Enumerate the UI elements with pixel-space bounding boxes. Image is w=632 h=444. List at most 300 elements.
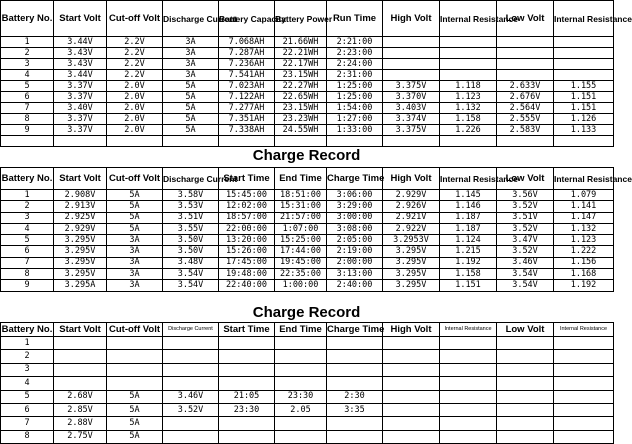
table-row — [1, 103, 614, 114]
table-cell — [163, 350, 219, 363]
charge-record-title-2: Charge Record — [252, 304, 361, 321]
table-row — [1, 377, 614, 390]
table-cell: 3:08:00 — [327, 223, 383, 234]
table-row — [1, 280, 614, 291]
table-row — [1, 390, 614, 403]
table-cell: 2.926V — [383, 201, 440, 212]
table-row — [1, 430, 614, 443]
table-cell: 3.52V — [497, 201, 554, 212]
table-cell: 22.65WH — [275, 92, 327, 103]
table-cell: 1:25:00 — [327, 92, 383, 103]
table-cell — [440, 59, 497, 70]
table-row — [1, 246, 614, 257]
table-cell: 3.54V — [163, 269, 219, 280]
table-cell: 2.922V — [383, 223, 440, 234]
table-cell: 3A — [107, 280, 163, 291]
table-cell — [440, 363, 497, 376]
table-cell — [163, 377, 219, 390]
table-cell — [440, 37, 497, 48]
table-cell: 1.146 — [440, 201, 497, 212]
table-cell: 7 — [1, 257, 54, 268]
table-cell: 13:20:00 — [219, 235, 275, 246]
table-cell: 1.147 — [554, 212, 614, 223]
table-cell: 23.23WH — [275, 114, 327, 125]
table-cell — [440, 350, 497, 363]
column-header: End Time — [275, 323, 327, 337]
table-cell — [219, 430, 275, 443]
table-cell: 3.37V — [54, 92, 107, 103]
table-cell: 3.55V — [163, 223, 219, 234]
table-cell — [440, 390, 497, 403]
table-cell — [54, 363, 107, 376]
table-cell — [440, 337, 497, 350]
table-cell: 2 — [1, 350, 54, 363]
table-cell: 21:57:00 — [275, 212, 327, 223]
table-cell — [497, 59, 554, 70]
column-header: Discharge Current — [163, 323, 219, 337]
charge-record-title-1: Charge Record — [252, 147, 361, 164]
table-cell — [497, 363, 554, 376]
table-cell — [107, 363, 163, 376]
table-cell — [497, 403, 554, 416]
table-cell — [275, 136, 327, 147]
table-cell — [440, 403, 497, 416]
table-row — [1, 37, 614, 48]
table-cell: 7.068AH — [219, 37, 275, 48]
table-cell: 2.913V — [54, 201, 107, 212]
table-cell: 19:45:00 — [275, 257, 327, 268]
table-cell — [327, 377, 383, 390]
table-cell: 2:00:00 — [327, 257, 383, 268]
table-cell — [219, 337, 275, 350]
table-cell: 7.338AH — [219, 125, 275, 136]
table-cell: 3:29:00 — [327, 201, 383, 212]
column-header: Battery No. — [1, 1, 54, 37]
table-cell: 3.48V — [163, 257, 219, 268]
table-cell — [497, 377, 554, 390]
table-cell — [383, 59, 440, 70]
table-cell — [383, 403, 440, 416]
table-cell: 2 — [1, 201, 54, 212]
column-header: Start Volt — [54, 323, 107, 337]
table-cell — [497, 390, 554, 403]
table-cell — [383, 48, 440, 59]
table-cell: 3A — [107, 269, 163, 280]
table-cell: 2.925V — [54, 212, 107, 223]
table-cell — [554, 48, 614, 59]
table-cell — [107, 136, 163, 147]
table-row — [1, 70, 614, 81]
table-cell: 5A — [163, 103, 219, 114]
table-cell: 2.583V — [497, 125, 554, 136]
table-cell: 2:19:00 — [327, 246, 383, 257]
column-header: Start Volt — [54, 168, 107, 190]
table-cell — [554, 377, 614, 390]
table-cell: 15:26:00 — [219, 246, 275, 257]
table-cell: 3:13:00 — [327, 269, 383, 280]
table-cell: 3.295A — [54, 280, 107, 291]
table-cell: 3.2953V — [383, 235, 440, 246]
table-row — [1, 403, 614, 416]
table-cell — [383, 377, 440, 390]
table-cell — [554, 70, 614, 81]
table-cell: 5A — [163, 81, 219, 92]
table-cell: 1.123 — [554, 235, 614, 246]
table-cell: 3A — [163, 37, 219, 48]
table-cell: 3.295V — [54, 269, 107, 280]
table-cell: 1.118 — [440, 81, 497, 92]
table-cell: 2.2V — [107, 59, 163, 70]
table-cell: 1.151 — [554, 103, 614, 114]
table-cell: 2:30 — [327, 390, 383, 403]
table-cell: 3.50V — [163, 246, 219, 257]
table-cell: 2:31:00 — [327, 70, 383, 81]
table-cell: 3.54V — [497, 269, 554, 280]
table-cell: 1.141 — [554, 201, 614, 212]
table-cell — [275, 417, 327, 430]
table-row — [1, 190, 614, 201]
table-row — [1, 417, 614, 430]
table-cell — [383, 136, 440, 147]
table-cell: 1.168 — [554, 269, 614, 280]
table-cell: 3.58V — [163, 190, 219, 201]
table-cell: 1:54:00 — [327, 103, 383, 114]
table-cell — [54, 337, 107, 350]
table-cell: 22:35:00 — [275, 269, 327, 280]
table-cell: 2.85V — [54, 403, 107, 416]
table-cell — [219, 363, 275, 376]
table-cell: 6 — [1, 246, 54, 257]
table-cell — [219, 136, 275, 147]
table-cell: 7.122AH — [219, 92, 275, 103]
table-cell: 1.156 — [554, 257, 614, 268]
table-cell: 8 — [1, 430, 54, 443]
table-cell — [107, 377, 163, 390]
table-cell — [497, 337, 554, 350]
table-cell: 22:00:00 — [219, 223, 275, 234]
table-cell: 1.123 — [440, 92, 497, 103]
table-cell — [440, 48, 497, 59]
table-cell: 22:40:00 — [219, 280, 275, 291]
table-cell — [383, 430, 440, 443]
table-cell: 5A — [107, 212, 163, 223]
table-cell: 3.53V — [163, 201, 219, 212]
table-cell: 22.21WH — [275, 48, 327, 59]
table-row — [1, 92, 614, 103]
table-cell: 3.52V — [163, 403, 219, 416]
table-cell — [107, 350, 163, 363]
table-row — [1, 337, 614, 350]
table-cell — [497, 37, 554, 48]
table-cell: 2.633V — [497, 81, 554, 92]
table-cell: 1.145 — [440, 190, 497, 201]
column-header: Cut-off Volt — [107, 1, 163, 37]
table-cell: 2.2V — [107, 70, 163, 81]
table-cell: 5 — [1, 390, 54, 403]
table-cell: 3.51V — [163, 212, 219, 223]
table-cell: 2.921V — [383, 212, 440, 223]
table-cell: 3.295V — [54, 257, 107, 268]
table-cell: 2.88V — [54, 417, 107, 430]
table-cell: 1:00:00 — [275, 280, 327, 291]
table-cell: 2.0V — [107, 125, 163, 136]
table-cell: 1.192 — [554, 280, 614, 291]
table-cell: 5A — [107, 201, 163, 212]
table-cell — [163, 337, 219, 350]
table-cell: 1.187 — [440, 212, 497, 223]
table-cell: 3:00:00 — [327, 212, 383, 223]
column-header: Low Volt — [497, 168, 554, 190]
column-header: Internal Resistance — [440, 1, 497, 37]
table-cell: 2.555V — [497, 114, 554, 125]
table-cell — [554, 337, 614, 350]
table-cell — [383, 70, 440, 81]
table-row — [1, 257, 614, 268]
table-cell — [163, 417, 219, 430]
table-row — [1, 350, 614, 363]
column-header: Low Volt — [497, 323, 554, 337]
table-cell: 5 — [1, 81, 54, 92]
table-cell: 2:40:00 — [327, 280, 383, 291]
table-cell: 3.43V — [54, 48, 107, 59]
table-cell: 2.75V — [54, 430, 107, 443]
table-cell — [554, 59, 614, 70]
table-cell — [497, 48, 554, 59]
table-cell: 2.68V — [54, 390, 107, 403]
table-cell: 3.295V — [54, 246, 107, 257]
table-cell: 3A — [107, 246, 163, 257]
table-cell: 2:23:00 — [327, 48, 383, 59]
table-cell: 7.277AH — [219, 103, 275, 114]
column-header: Internal Resistance — [440, 168, 497, 190]
table-cell: 3.37V — [54, 125, 107, 136]
table-cell: 7.287AH — [219, 48, 275, 59]
table-cell: 7.236AH — [219, 59, 275, 70]
table-cell: 3:06:00 — [327, 190, 383, 201]
table-cell: 3.56V — [497, 190, 554, 201]
table-cell: 1.079 — [554, 190, 614, 201]
table-cell — [54, 136, 107, 147]
table-cell — [383, 363, 440, 376]
column-header: Battery No. — [1, 323, 53, 335]
table-cell — [554, 390, 614, 403]
table-cell: 8 — [1, 114, 54, 125]
table-cell — [163, 136, 219, 147]
table-cell: 15:45:00 — [219, 190, 275, 201]
column-header: Cut-off Volt — [107, 323, 163, 337]
table-cell: 1.158 — [440, 114, 497, 125]
table-cell — [554, 403, 614, 416]
charge-record-table-1 — [0, 167, 632, 292]
table-cell — [275, 430, 327, 443]
column-header: High Volt — [383, 323, 440, 337]
table-cell: 2:24:00 — [327, 59, 383, 70]
table-cell — [383, 417, 440, 430]
column-header: Charge Time — [327, 323, 385, 335]
table-cell: 3A — [163, 48, 219, 59]
table-row — [1, 114, 614, 125]
column-header: Discharge Current — [163, 1, 219, 37]
table-cell: 2.676V — [497, 92, 554, 103]
table-cell — [497, 430, 554, 443]
table-cell — [327, 350, 383, 363]
table-cell: 7 — [1, 103, 54, 114]
table-row — [1, 59, 614, 70]
table-cell: 23:30 — [219, 403, 275, 416]
table-cell: 2:05:00 — [327, 235, 383, 246]
table-cell: 1 — [1, 37, 54, 48]
table-cell: 3.295V — [383, 280, 440, 291]
column-header: High Volt — [383, 1, 440, 37]
table-cell: 5A — [107, 417, 163, 430]
table-cell: 5 — [1, 235, 54, 246]
table-cell — [1, 136, 54, 147]
table-cell: 7 — [1, 417, 54, 430]
table-cell: 2.2V — [107, 37, 163, 48]
table-cell — [440, 430, 497, 443]
table-cell — [497, 350, 554, 363]
table-cell: 1 — [1, 337, 54, 350]
table-cell: 2.05 — [275, 403, 327, 416]
table-cell — [275, 363, 327, 376]
table-cell — [275, 337, 327, 350]
column-header: Internal Resistance — [440, 323, 497, 337]
table-cell: 1.158 — [440, 269, 497, 280]
table-cell — [440, 417, 497, 430]
table-cell — [275, 377, 327, 390]
table-cell: 1.132 — [440, 103, 497, 114]
table-cell: 3.40V — [54, 103, 107, 114]
table-cell: 2.0V — [107, 114, 163, 125]
table-cell: 1.155 — [554, 81, 614, 92]
table-cell: 3.375V — [383, 81, 440, 92]
table-cell: 5A — [107, 403, 163, 416]
table-cell: 1.222 — [554, 246, 614, 257]
table-cell: 2.0V — [107, 92, 163, 103]
column-header: Start Time — [219, 323, 275, 337]
table-cell: 1.124 — [440, 235, 497, 246]
table-cell — [54, 350, 107, 363]
table-cell: 3.44V — [54, 37, 107, 48]
discharge-table — [0, 0, 632, 147]
table-cell — [219, 377, 275, 390]
table-cell — [383, 390, 440, 403]
table-row — [1, 223, 614, 234]
table-cell: 3.54V — [163, 280, 219, 291]
table-cell: 1.132 — [554, 223, 614, 234]
table-cell: 1:07:00 — [275, 223, 327, 234]
table-cell: 3.295V — [383, 257, 440, 268]
table-cell: 23.15WH — [275, 103, 327, 114]
table-cell: 3.37V — [54, 114, 107, 125]
table-cell: 3 — [1, 212, 54, 223]
table-cell — [554, 350, 614, 363]
table-cell: 5A — [163, 125, 219, 136]
table-cell — [554, 136, 614, 147]
table-cell — [163, 363, 219, 376]
column-header: Low Volt — [497, 1, 554, 37]
column-header: Start Time — [219, 168, 275, 190]
table-cell: 7.541AH — [219, 70, 275, 81]
column-header: High Volt — [383, 168, 440, 190]
table-cell: 3.295V — [383, 269, 440, 280]
table-cell: 2:21:00 — [327, 37, 383, 48]
table-cell: 3.374V — [383, 114, 440, 125]
table-cell: 3.295V — [54, 235, 107, 246]
table-cell — [554, 37, 614, 48]
table-cell — [440, 70, 497, 81]
column-header: Battery No. — [1, 168, 54, 190]
table-cell — [327, 363, 383, 376]
column-header: Internal Resistance — [554, 323, 614, 337]
table-cell: 17:44:00 — [275, 246, 327, 257]
table-cell — [497, 417, 554, 430]
table-cell — [327, 136, 383, 147]
table-cell: 3 — [1, 59, 54, 70]
table-cell — [440, 136, 497, 147]
table-cell: 5A — [107, 190, 163, 201]
table-cell: 5A — [163, 114, 219, 125]
table-row — [1, 136, 614, 147]
column-header: Charge Time — [327, 168, 383, 190]
table-row — [1, 212, 614, 223]
column-header: Battery Capacity — [219, 1, 275, 37]
table-cell: 3.403V — [383, 103, 440, 114]
table-cell: 1:27:00 — [327, 114, 383, 125]
table-row — [1, 269, 614, 280]
table-row — [1, 125, 614, 136]
table-cell: 22.17WH — [275, 59, 327, 70]
table-cell: 3.44V — [54, 70, 107, 81]
table-cell: 17:45:00 — [219, 257, 275, 268]
table-cell — [554, 430, 614, 443]
table-cell: 1.151 — [440, 280, 497, 291]
table-cell: 9 — [1, 125, 54, 136]
table-cell: 2.0V — [107, 81, 163, 92]
table-cell: 3A — [163, 59, 219, 70]
table-cell: 4 — [1, 70, 54, 81]
column-header: Internal Resistance — [554, 168, 614, 190]
table-cell: 3.370V — [383, 92, 440, 103]
table-cell: 4 — [1, 377, 54, 390]
table-cell: 1.192 — [440, 257, 497, 268]
table-cell: 3.47V — [497, 235, 554, 246]
table-cell — [554, 363, 614, 376]
table-cell: 3.295V — [383, 246, 440, 257]
table-row — [1, 48, 614, 59]
column-header: Start Volt — [54, 1, 107, 37]
table-cell: 2.929V — [54, 223, 107, 234]
table-cell — [107, 337, 163, 350]
table-cell: 2.0V — [107, 103, 163, 114]
table-cell: 3A — [107, 235, 163, 246]
table-cell — [54, 377, 107, 390]
column-header: Internal Resistance — [554, 1, 614, 37]
table-cell — [327, 337, 383, 350]
table-cell: 1.187 — [440, 223, 497, 234]
table-cell — [497, 136, 554, 147]
table-cell: 22.27WH — [275, 81, 327, 92]
table-cell: 3.52V — [497, 223, 554, 234]
table-cell: 2.929V — [383, 190, 440, 201]
table-cell: 3.375V — [383, 125, 440, 136]
table-cell: 1.126 — [554, 114, 614, 125]
table-cell: 3.54V — [497, 280, 554, 291]
table-cell: 21:05 — [219, 390, 275, 403]
table-cell: 2.2V — [107, 48, 163, 59]
table-cell: 1:25:00 — [327, 81, 383, 92]
table-cell: 6 — [1, 403, 54, 416]
